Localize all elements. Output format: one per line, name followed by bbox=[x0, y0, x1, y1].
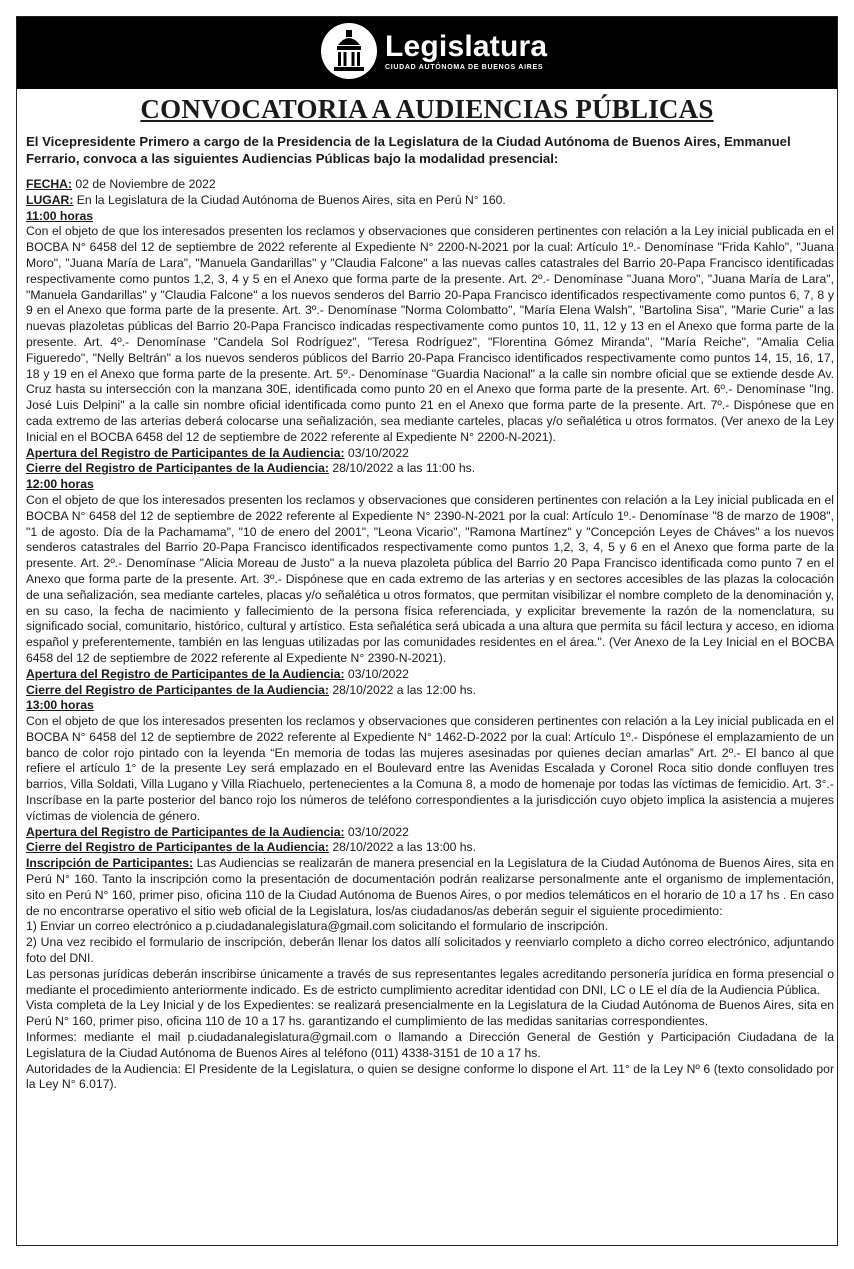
logo-subtitle: CIUDAD AUTÓNOMA DE BUENOS AIRES bbox=[385, 64, 544, 71]
lugar-value: En la Legislatura de la Ciudad Autónoma de Buenos Aires, sita en Perú N° 160. bbox=[73, 192, 506, 207]
intro-paragraph: El Vicepresidente Primero a cargo de la Presidencia de la Legislatura de la Ciudad Autónoma de Buenos Aires, Emmanuel Ferrario, convoca a las siguientes Audiencias Públicas bajo la modalidad presencial: bbox=[26, 134, 791, 166]
notice-content bbox=[26, 177, 834, 1093]
apertura-label: Apertura del Registro de Participantes de la Audiencia: bbox=[26, 445, 345, 460]
informes-paragraph: Informes: mediante el mail p.ciudadanalegislatura@gmail.com o llamando a Dirección General de Gestión y Participación Ciudadana de la Legislatura de la Ciudad Autónoma de Buenos Aires al teléfono (011) 4338-3151 de 10 a 17 hs. bbox=[26, 1030, 834, 1060]
cierre-line bbox=[26, 683, 834, 699]
page-title: CONVOCATORIA A AUDIENCIAS PÚBLICAS bbox=[140, 94, 714, 124]
header-bar bbox=[17, 17, 837, 89]
inscripcion-label: Inscripción de Participantes: bbox=[26, 856, 194, 871]
session-time: 13:00 horas bbox=[26, 698, 94, 713]
cierre-value: 28/10/2022 a las 11:00 hs. bbox=[328, 461, 476, 476]
procedure-step: 1) Enviar un correo electrónico a p.ciudadanalegislatura@gmail.com solicitando el formulario de inscripción. bbox=[26, 919, 609, 934]
session-time: 12:00 horas bbox=[26, 477, 94, 492]
inscripcion-value: Las Audiencias se realizarán de manera presencial en la Legislatura de la Ciudad Autónoma de Buenos Aires, sita en Perú N° 160. Tanto la inscripción como la presentación de documentación podrán realizarse personalmente ante el organismo de implementación, sito en Perú N° 160, primer piso, oficina 110 de la Ciudad Autónoma de Buenos Aires, o por medios telemáticos en el horario de 10 a 17 hs . En caso de no encontrarse operativo el sitio web oficial de la Legislatura, los/as ciudadanos/as deberán seguir el siguiente procedimiento: bbox=[26, 856, 834, 918]
cierre-label: Cierre del Registro de Participantes de la Audiencia: bbox=[26, 840, 329, 855]
vista-paragraph: Vista completa de la Ley Inicial y de los Expedientes: se realizará presencialmente en la Legislatura de la Ciudad Autónoma de Buenos Aires, sita en Perú N° 160, primer piso, oficina 110 de 10 a 17 hs. garantizando el cumplimiento de las medidas sanitarias correspondientes. bbox=[26, 998, 834, 1029]
session-body: Con el objeto de que los interesados presenten los reclamos y observaciones que consideren pertinentes con relación a la Ley inicial publicada en el BOCBA N° 6458 del 12 de septiembre de 2022 referente al Expediente N° 2200-N-2021 por la cual: Artículo 1º.- Denomínase "Frida Kahlo", "Juana Moro", "Juana María de Lara", "Manuela Gandarillas" y "Claudia Falcone" a las nuevas calles catastrales del Barrio 20-Papa Francisco identificadas respectivamente como puntos 1,2, 3, 4 y 5 en el Anexo que forma parte de la presente. Art. 2º.- Denomínase "Juana Moro", "Juana María de Lara", "Manuela Gandarillas" y "Claudia Falcone" a los nuevos senderos del Barrio 20-Papa Francisco identificados respectivamente como puntos 6, 7, 8 y 9 en el Anexo que forma parte de la presente. Art. 3º.- Denomínase "Norma Colombatto", "María Elena Walsh", "Bartolina Sisa", "Marie Curie" a las nuevas plazoletas públicas del Barrio 20-Papa Francisco indicadas respectivamente como puntos 10, 11, 12 y 13 en el Anexo que forma parte de la presente. Art. 4º.- Denomínase "Candela Sol Rodríguez", "Teresa Rodríguez", "Florentina Gómez Miranda", "María Reiche", "Amalia Celia Figueredo", "Nelly Beltrán" a los nuevos senderos públicos del Barrio 20-Papa Francisco identificados respectivamente como puntos 14, 15, 16, 17, 18 y 19 en el Anexo que forma parte de la presente. Art. 5º.- Denomínase "Guardia Nacional" a la calle sin nombre oficial que se extiende desde Av. Cruz hasta su intersección con la manzana 30E, identificada como punto 20 en el Anexo que forma parte de la presente. Art. 6º.- Denomínase "Ing. José Luis Delpini" a la calle sin nombre oficial identificada como punto 21 en el Anexo que forma parte de la presente. Art. 7º.- Dispónese que en cada extremo de las arterias deberá colocarse una señalización, sea mediante carteles, placas y/o señalética u otros formatos. (Ver anexo de la Ley Inicial en el BOCBA 6458 del 12 de septiembre de 2022 referente al Expediente N° 2200-N-2021). bbox=[26, 224, 834, 444]
cierre-value: 28/10/2022 a las 13:00 hs. bbox=[328, 840, 477, 855]
inscripcion-paragraph bbox=[26, 856, 834, 919]
apertura-line bbox=[26, 446, 834, 462]
cierre-line bbox=[26, 840, 834, 856]
cierre-label: Cierre del Registro de Participantes de la Audiencia: bbox=[26, 461, 329, 476]
apertura-label: Apertura del Registro de Participantes de la Audiencia: bbox=[26, 824, 345, 839]
personas-juridicas-paragraph: Las personas jurídicas deberán inscribirse únicamente a través de sus representantes legales acreditando personería jurídica en forma presencial o mediante el procedimiento anteriormente indicado. Es de estricto cumplimiento acreditar identidad con DNI, LC o LE el día de la Audiencia Pública. bbox=[26, 966, 834, 997]
notice-frame bbox=[16, 16, 838, 1246]
legislature-dome-icon bbox=[321, 23, 377, 79]
session-body: Con el objeto de que los interesados presenten los reclamos y observaciones que consideren pertinentes con relación a la Ley inicial publicada en el BOCBA N° 6458 del 12 de septiembre de 2022 referente al Expediente N° 2390-N-2021 por la cual: Artículo 1º.- Denomínase "8 de marzo de 1908", "1 de agosto. Día de la Pachamama", "10 de enero del 2001", "Leona Vicario", "Ramona Martínez" y "Concepción Leyes de Cháves" a los nuevos senderos catastrales del Barrio 20-Papa Francisco identificados respectivamente como puntos 1,2, 3, 4, 5 y 6 en el Anexo que forma parte de la presente. Art. 2º.- Denomínase "Alicia Moreau de Justo" a la nueva plazoleta pública del Barrio 20 Papa Francisco identificada como punto 7 en el Anexo que forma parte de la presente. Art. 3º.- Dispónese que en cada extremo de las arterias y en sectores accesibles de las plazas la colocación de una señalización, sea mediante carteles, placas y/o señalética u otros formatos, que permitan visibilizar el nombre completo de la denominación y, en su caso, la fecha de nacimiento y fallecimiento de la persona física referenciada, y explicitar brevemente la razón de la nomenclatura, su significado social, comunitario, histórico, cultural y artístico. Esta señalética será ubicada a una altura que permita su fácil lectura y acceso, en idioma español y preferentemente, también en las lenguas utilizadas por las comunidades residentes en el área.". (Ver Anexo de la Ley Inicial en el BOCBA 6458 del 12 de septiembre de 2022 referente al Expediente N° 2390-N-2021). bbox=[26, 492, 834, 665]
cierre-label: Cierre del Registro de Participantes de la Audiencia: bbox=[26, 682, 329, 697]
legislatura-logo bbox=[321, 23, 547, 79]
session-time: 11:00 horas bbox=[26, 208, 94, 223]
apertura-line bbox=[26, 667, 834, 683]
apertura-value: 03/10/2022 bbox=[344, 666, 409, 681]
apertura-value: 03/10/2022 bbox=[344, 445, 409, 460]
apertura-value: 03/10/2022 bbox=[344, 824, 409, 839]
lugar-label: LUGAR: bbox=[26, 192, 74, 207]
logo-name: Legislatura bbox=[385, 30, 548, 63]
procedure-step: 2) Una vez recibido el formulario de inscripción, deberán llenar los datos allí solicitados y reenviarlo completo a dicho correo electrónico, adjuntando foto del DNI. bbox=[26, 935, 834, 966]
apertura-line bbox=[26, 825, 834, 841]
autoridades-paragraph: Autoridades de la Audiencia: El Presidente de la Legislatura, o quien se designe conforme lo dispone el Art. 11° de la Ley Nº 6 (texto consolidado por la Ley N° 6.017). bbox=[26, 1061, 834, 1092]
cierre-value: 28/10/2022 a las 12:00 hs. bbox=[328, 682, 477, 697]
session-body: Con el objeto de que los interesados presenten los reclamos y observaciones que consideren pertinentes con relación a la Ley inicial publicada en el BOCBA N° 6458 del 12 de septiembre de 2022 referente al Expediente N° 1462-D-2022 por la cual: Artículo 1º.- Dispónese el emplazamiento de un banco de color rojo pintado con la leyenda “En memoria de todas las mujeres asesinadas por quienes decían amarlas” Art. 2º.- El banco al que refiere el artículo 1° de la presente Ley será emplazado en el Boulevard entre las Avenidas Escalada y Coronel Roca sitio donde confluyen tres barrios, Villa Soldati, Villa Lugano y Villa Riachuelo, pertenecientes a la Comuna 8, a modo de homenaje por todas las víctimas de femicidio. Art. 3°.- Inscríbase en la parte posterior del banco rojo los números de teléfono correspondientes a la jurisdicción cuyo objeto implica la asistencia a mujeres víctimas de violencia de género. bbox=[26, 714, 834, 823]
fecha-line bbox=[26, 177, 834, 193]
lugar-line bbox=[26, 193, 834, 209]
apertura-label: Apertura del Registro de Participantes de la Audiencia: bbox=[26, 666, 345, 681]
cierre-line bbox=[26, 461, 834, 477]
fecha-value: 02 de Noviembre de 2022 bbox=[72, 177, 216, 191]
fecha-label: FECHA: bbox=[26, 177, 73, 191]
